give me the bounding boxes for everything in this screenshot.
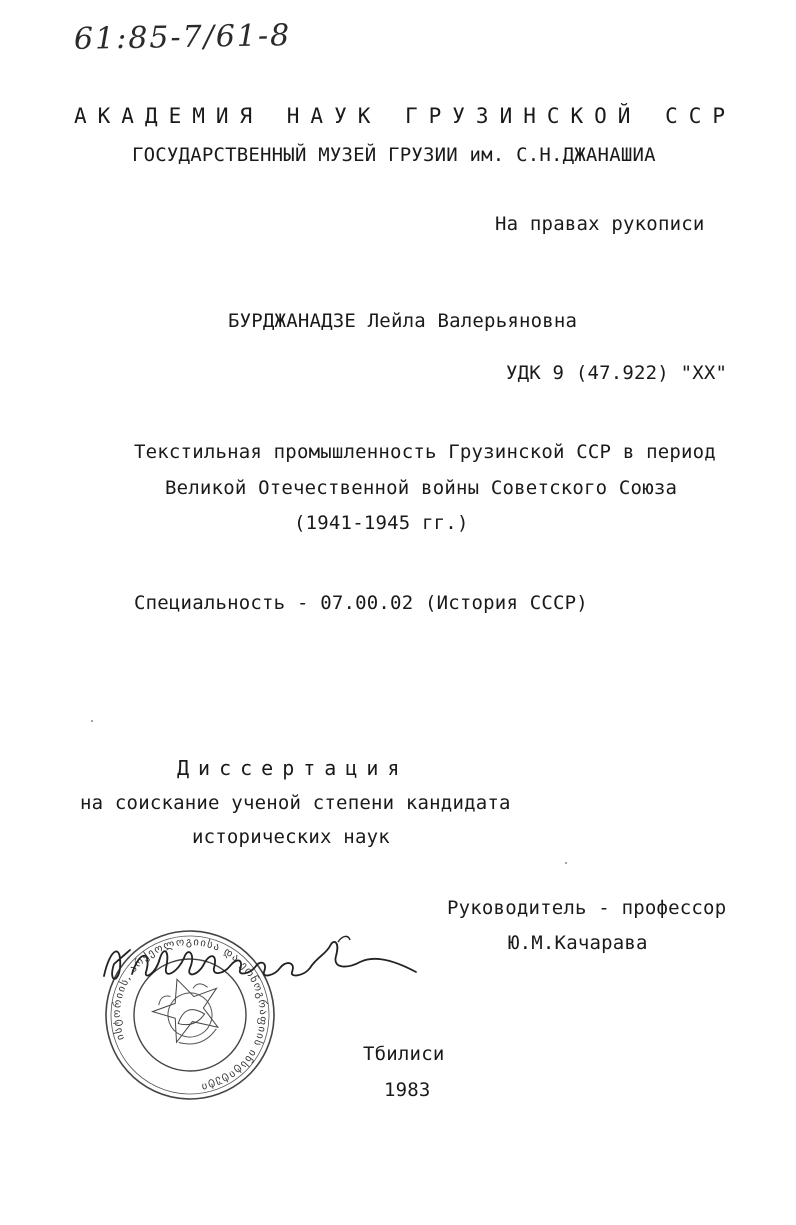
place: Тбилиси	[363, 1043, 445, 1065]
dissertation-line-2: исторических наук	[192, 826, 390, 848]
title-line-3: (1941-1945 гг.)	[294, 512, 469, 534]
academy-heading: АКАДЕМИЯ НАУК ГРУЗИНСКОЙ ССР	[74, 104, 737, 128]
dissertation-heading: Диссертация	[177, 756, 409, 780]
museum-heading: ГОСУДАРСТВЕННЫЙ МУЗЕЙ ГРУЗИИ им. С.Н.ДЖАНАШИА	[132, 144, 656, 166]
speck	[565, 862, 567, 864]
year: 1983	[384, 1079, 431, 1101]
stamp-text: ისტორიის, არქეოლოგიისა და ეთნოგრაფიის ინსტიტუტი	[110, 935, 270, 1094]
udc-code: УДК 9 (47.922) "ХХ"	[506, 362, 728, 384]
speck	[91, 720, 93, 722]
title-line-2: Великой Отечественной войны Советского Союза	[165, 477, 678, 499]
specialty: Специальность - 07.00.02 (История СССР)	[134, 592, 588, 614]
author-name: БУРДЖАНАДЗЕ Лейла Валерьяновна	[228, 310, 578, 332]
handwritten-catalog-number: 61:85-7/61-8	[73, 18, 292, 57]
author-signature	[100, 928, 420, 998]
supervisor-name: Ю.М.Качарава	[508, 932, 648, 954]
title-line-1: Текстильная промышленность Грузинской ССР в период	[134, 441, 716, 463]
supervisor-role: Руководитель - профессор	[447, 897, 727, 919]
dissertation-line-1: на соискание ученой степени кандидата	[80, 792, 511, 814]
manuscript-rights: На правах рукописи	[495, 213, 705, 235]
